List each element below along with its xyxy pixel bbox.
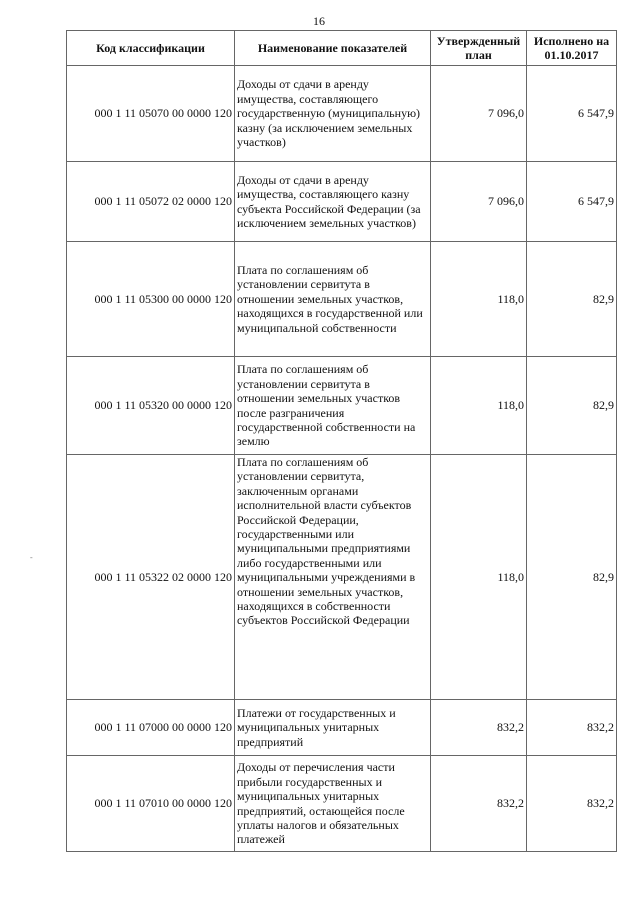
classification-code: 000 1 11 05300 00 0000 120 <box>67 242 235 357</box>
classification-code: 000 1 11 05070 00 0000 120 <box>67 66 235 162</box>
classification-code: 000 1 11 07000 00 0000 120 <box>67 700 235 756</box>
approved-plan-value: 7 096,0 <box>431 66 527 162</box>
approved-plan-value: 832,2 <box>431 756 527 852</box>
indicator-name: Платежи от государственных и муниципальных унитарных предприятий <box>235 700 431 756</box>
indicator-name: Доходы от сдачи в аренду имущества, составляющего казну субъекта Российской Федерации (за исключением земельных участков) <box>235 162 431 242</box>
executed-value: 82,9 <box>527 455 617 700</box>
revenue-table <box>66 30 617 852</box>
table-row <box>67 357 617 455</box>
table-row <box>67 700 617 756</box>
classification-code: 000 1 11 05072 02 0000 120 <box>67 162 235 242</box>
approved-plan-value: 7 096,0 <box>431 162 527 242</box>
classification-code: 000 1 11 05320 00 0000 120 <box>67 357 235 455</box>
header-executed: Исполнено на 01.10.2017 <box>527 31 617 66</box>
executed-value: 6 547,9 <box>527 162 617 242</box>
indicator-name: Доходы от сдачи в аренду имущества, составляющего государственную (муниципальную) казну (за исключением земельных участков) <box>235 66 431 162</box>
table-row <box>67 66 617 162</box>
executed-value: 832,2 <box>527 756 617 852</box>
header-name: Наименование показателей <box>235 31 431 66</box>
executed-value: 832,2 <box>527 700 617 756</box>
executed-value: 82,9 <box>527 242 617 357</box>
table-row <box>67 242 617 357</box>
executed-value: 82,9 <box>527 357 617 455</box>
indicator-name: Плата по соглашениям об установлении сервитута в отношении земельных участков после разграничения государственной собственности на землю <box>235 357 431 455</box>
header-code: Код классификации <box>67 31 235 66</box>
classification-code: 000 1 11 07010 00 0000 120 <box>67 756 235 852</box>
table-row <box>67 162 617 242</box>
table-row <box>67 455 617 700</box>
approved-plan-value: 832,2 <box>431 700 527 756</box>
table-header-row <box>67 31 617 66</box>
margin-mark: - <box>30 553 33 562</box>
indicator-name: Доходы от перечисления части прибыли государственных и муниципальных унитарных предприятий, остающейся после уплаты налогов и обязательных платежей <box>235 756 431 852</box>
table-row <box>67 756 617 852</box>
approved-plan-value: 118,0 <box>431 242 527 357</box>
page-number: 16 <box>313 14 325 28</box>
indicator-name: Плата по соглашениям об установлении сервитута, заключенным органами исполнительной власти субъектов Российской Федерации, государственными или муниципальными предприятиями либо государственными или муниципальными учреждениями в отношении земельных участков, находящихся в собственности субъектов Российской Федерации <box>235 455 431 700</box>
header-plan: Утвержденный план <box>431 31 527 66</box>
approved-plan-value: 118,0 <box>431 357 527 455</box>
indicator-name: Плата по соглашениям об установлении сервитута в отношении земельных участков, находящихся в государственной или муниципальной собственности <box>235 242 431 357</box>
approved-plan-value: 118,0 <box>431 455 527 700</box>
classification-code: 000 1 11 05322 02 0000 120 <box>67 455 235 700</box>
executed-value: 6 547,9 <box>527 66 617 162</box>
